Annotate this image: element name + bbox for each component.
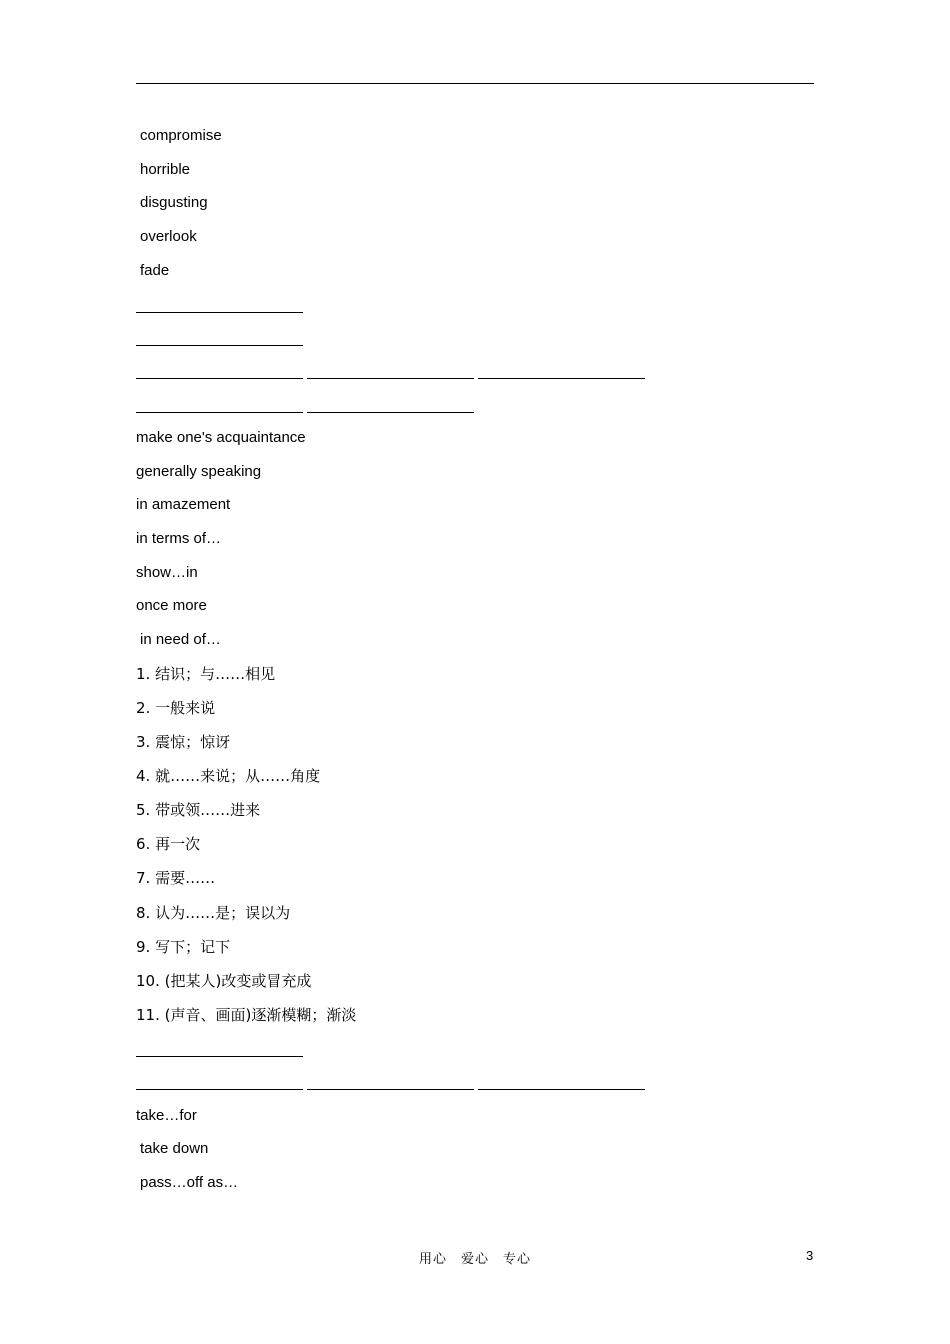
answer-blank — [307, 412, 474, 413]
answer-blank-row — [136, 412, 474, 414]
definition-item: 10. (把某人)改变或冒充成 — [136, 972, 312, 990]
phrase-item: show…in — [136, 564, 198, 581]
definition-item: 11. (声音、画面)逐渐模糊；渐淡 — [136, 1006, 357, 1024]
definition-item: 6. 再一次 — [136, 835, 201, 853]
definition-item: 8. 认为……是；误以为 — [136, 904, 291, 922]
phrase-item: once more — [136, 597, 207, 614]
answer-blank — [136, 1056, 303, 1057]
phrase-item: in amazement — [136, 496, 231, 513]
definition-item: 3. 震惊；惊讶 — [136, 733, 231, 751]
answer-blank-row — [136, 378, 645, 380]
definition-item: 2. 一般来说 — [136, 699, 216, 717]
definition-item: 1. 结识；与……相见 — [136, 665, 276, 683]
vocab-item: horrible — [140, 161, 191, 178]
answer-blank-row — [136, 1056, 303, 1058]
definition-item: 7. 需要…… — [136, 869, 216, 887]
header-rule — [136, 83, 814, 84]
answer-blank-row — [136, 1089, 645, 1091]
answer-blank — [136, 412, 303, 413]
answer-blank — [136, 312, 303, 313]
answer-blank — [307, 1089, 474, 1090]
definition-item: 5. 带或领……进来 — [136, 801, 261, 819]
answer-blank — [136, 345, 303, 346]
answer-blank — [478, 378, 645, 379]
phrase-item: take…for — [136, 1107, 197, 1124]
answer-blank-row — [136, 312, 303, 314]
answer-blank — [136, 378, 303, 379]
answer-blank — [478, 1089, 645, 1090]
phrase-item: make one's acquaintance — [136, 429, 306, 446]
page-footer: 用心 爱心 专心 — [418, 1252, 531, 1267]
vocab-item: compromise — [140, 127, 222, 144]
vocab-item: disgusting — [140, 194, 208, 211]
phrase-item: generally speaking — [136, 463, 262, 480]
vocab-item: overlook — [140, 228, 197, 245]
answer-blank — [307, 378, 474, 379]
phrase-item: in need of… — [140, 631, 221, 648]
phrase-item: pass…off as… — [140, 1174, 239, 1191]
answer-blank-row — [136, 345, 303, 347]
answer-blank — [136, 1089, 303, 1090]
vocab-item: fade — [140, 262, 170, 279]
phrase-item: take down — [140, 1140, 209, 1157]
phrase-item: in terms of… — [136, 530, 222, 547]
page-number: 3 — [806, 1248, 814, 1263]
definition-item: 9. 写下；记下 — [136, 938, 231, 956]
definition-item: 4. 就……来说；从……角度 — [136, 767, 321, 785]
